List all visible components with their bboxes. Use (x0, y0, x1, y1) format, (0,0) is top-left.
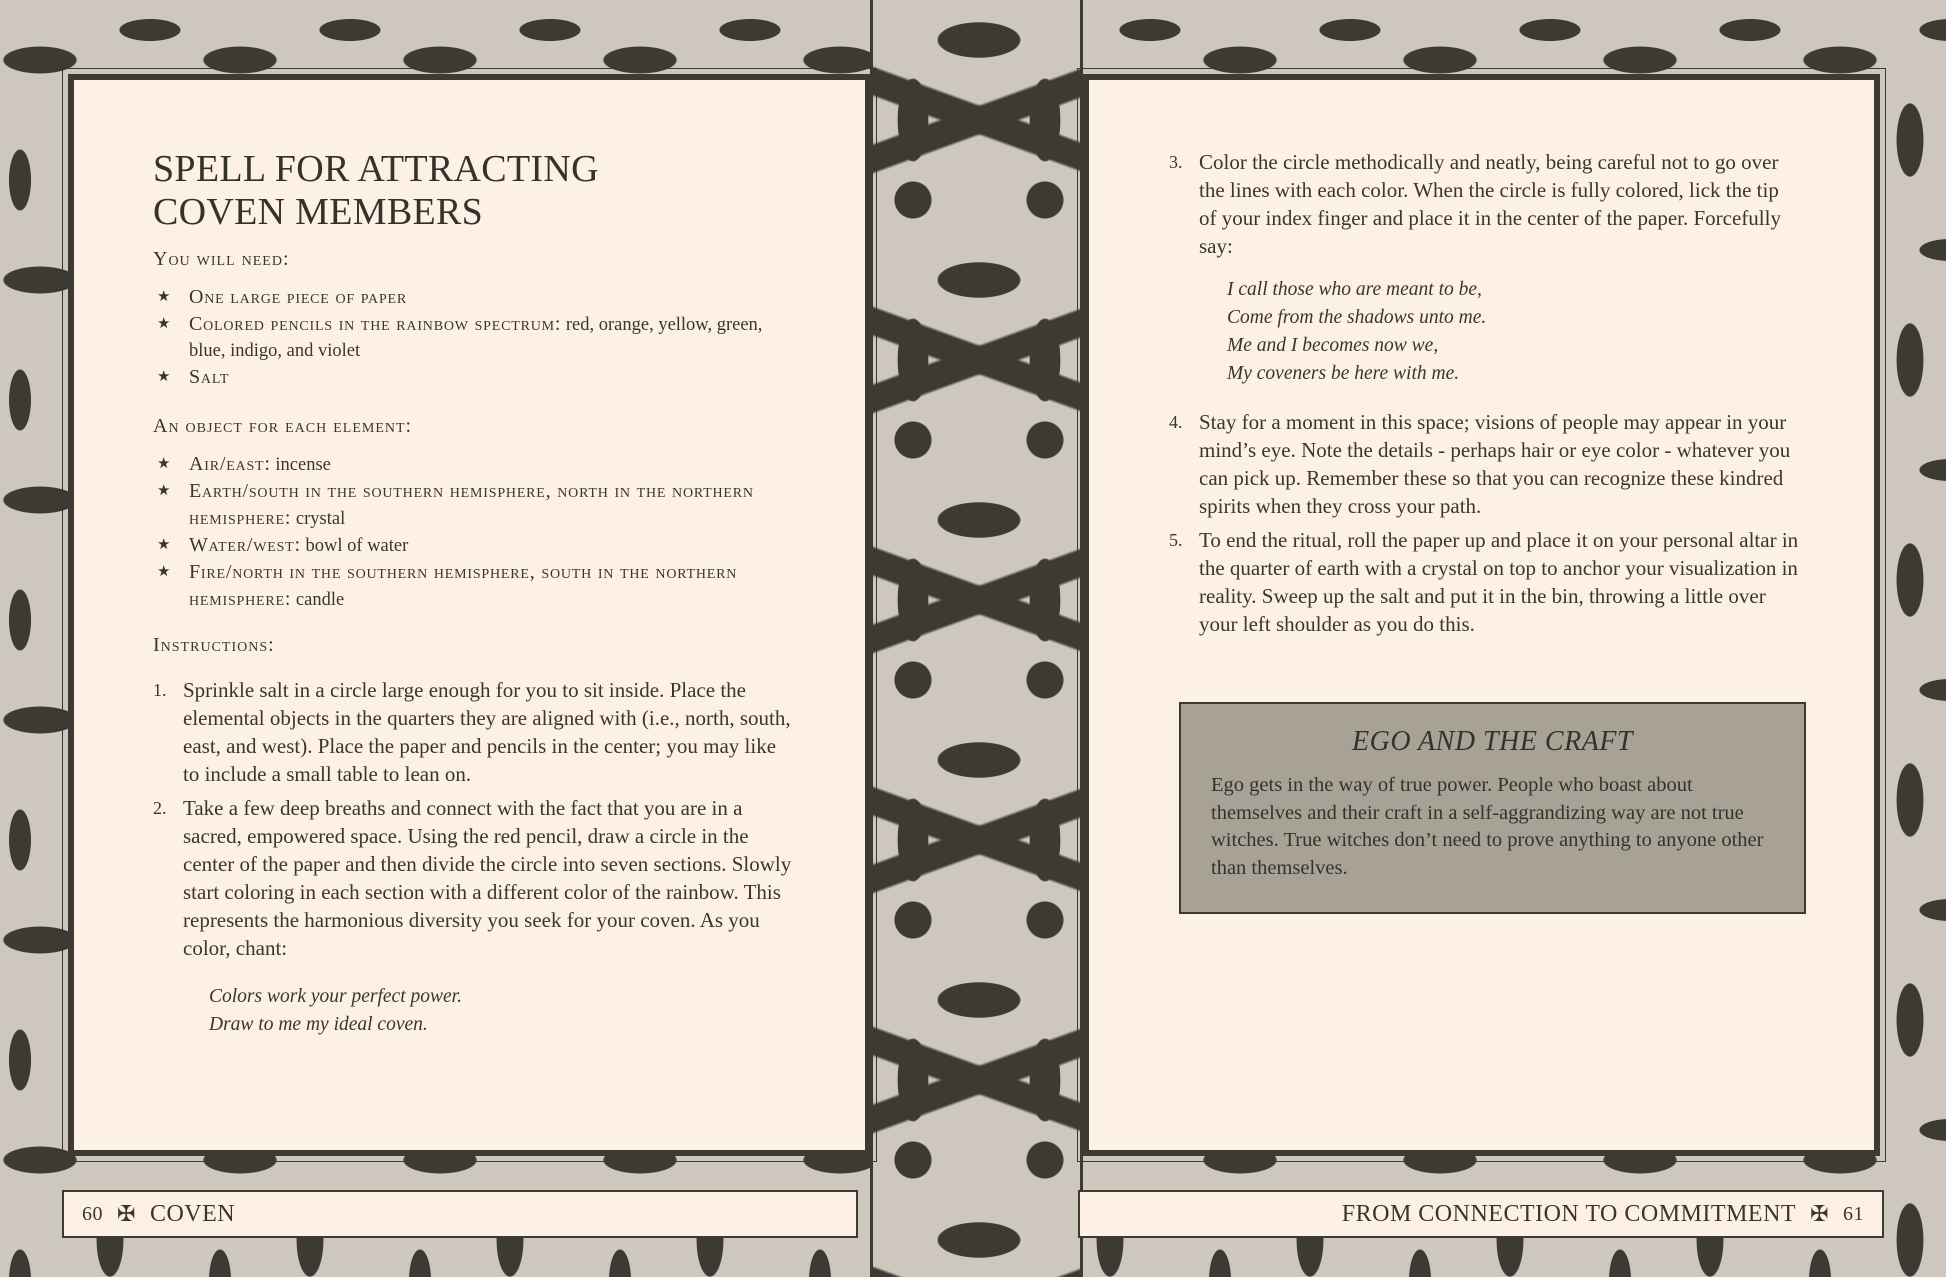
footer-right (1078, 1190, 1884, 1238)
steps-list-left (153, 676, 793, 968)
chant-line: Me and I becomes now we, (1227, 335, 1439, 356)
list-item: ★ Air/east: incense (157, 453, 331, 475)
page-title (153, 148, 599, 234)
page-number: 61 (1843, 1202, 1864, 1225)
list-item: ★ Salt (157, 366, 230, 388)
title-line-1: SPELL FOR ATTRACTING (153, 148, 599, 190)
footer-left (62, 1190, 858, 1238)
title-line-2: COVEN MEMBERS (153, 191, 484, 233)
cross-pattee-icon: ✠ (117, 1201, 136, 1226)
right-page-frame (1077, 68, 1886, 1162)
sidebar-body: Ego gets in the way of true power. People who boast about themselves and their craft in a self-aggrandizing way are not true witches. True witches don’t need to prove anything to anyone other than themselves. (1211, 774, 1764, 879)
chant-line: Come from the shadows unto me. (1227, 307, 1487, 328)
chant-line: I call those who are meant to be, (1227, 279, 1482, 300)
needs-heading: You will need: (153, 248, 290, 270)
list-item: ★ Fire/north in the southern hemisphere, south in the northern hemisphere: candle (157, 561, 738, 610)
steps-list-right-a (1169, 148, 1789, 266)
chant-left (209, 983, 462, 1039)
running-head-chapter: FROM CONNECTION TO COMMITMENT (1341, 1200, 1797, 1227)
star-bullet-icon: ★ (157, 537, 171, 553)
steps-list-right-b (1169, 408, 1799, 644)
cross-pattee-icon: ✠ (1810, 1201, 1829, 1226)
step-item: 5. To end the ritual, roll the paper up and place it on your personal altar in the quarter of earth with a crystal on top to anchor your visualization in reality. Sweep up the salt and put it in the bin, throwing a little over your left shoulder as you do this. (1169, 528, 1799, 636)
sidebar-callout (1179, 702, 1806, 914)
elements-heading: An object for each element: (153, 415, 413, 437)
star-bullet-icon: ★ (157, 369, 171, 385)
list-item: ★ Water/west: bowl of water (157, 534, 409, 556)
step-item: 1. Sprinkle salt in a circle large enough for you to sit inside. Place the elemental objects in the quarters they are aligned with (i.e., north, south, east, and west). Place the paper and pencils in the center; you may like to include a small table to lean on. (153, 678, 791, 786)
step-item: 3. Color the circle methodically and neatly, being careful not to go over the lines with each color. When the circle is fully colored, lick the tip of your index finger and place it in the center of the paper. Forcefully say: (1169, 150, 1781, 258)
step-item: 4. Stay for a moment in this space; visions of people may appear in your mind’s eye. Note the details - perhaps hair or eye color - whatever you can pick up. Remember these so that you can recognize these kindred spirits when they cross your path. (1169, 410, 1791, 518)
chant-line: Draw to me my ideal coven. (209, 1014, 428, 1035)
page-number: 60 (82, 1202, 103, 1225)
right-page (1083, 74, 1880, 1156)
star-bullet-icon: ★ (157, 564, 171, 580)
list-item: ★ Earth/south in the southern hemisphere, north in the northern hemisphere: crystal (157, 480, 754, 529)
star-bullet-icon: ★ (157, 289, 171, 305)
left-page (68, 74, 871, 1156)
chant-right (1227, 276, 1486, 388)
star-bullet-icon: ★ (157, 316, 171, 332)
list-item: ★ Colored pencils in the rainbow spectrum: red, orange, yellow, green, blue, indigo, and violet (157, 313, 763, 361)
center-ornament-strip (870, 0, 1083, 1277)
elements-list (153, 451, 773, 613)
step-item: 2. Take a few deep breaths and connect with the fact that you are in a sacred, empowered space. Using the red pencil, draw a circle in the center of the paper and then divide the circle into seven sections. Slowly start coloring in each section with a different color of the rainbow. This represents the harmonious diversity you seek for your coven. As you color, chant: (153, 796, 792, 960)
list-item: ★ One large piece of paper (157, 286, 408, 308)
left-page-frame (62, 68, 877, 1162)
star-bullet-icon: ★ (157, 483, 171, 499)
sidebar-title: EGO AND THE CRAFT (1352, 726, 1633, 757)
running-head-section: COVEN (149, 1200, 236, 1227)
chant-line: Colors work your perfect power. (209, 986, 462, 1007)
instructions-heading: Instructions: (153, 634, 275, 656)
chant-line: My coveners be here with me. (1227, 363, 1460, 384)
star-bullet-icon: ★ (157, 456, 171, 472)
needs-list (153, 284, 793, 391)
